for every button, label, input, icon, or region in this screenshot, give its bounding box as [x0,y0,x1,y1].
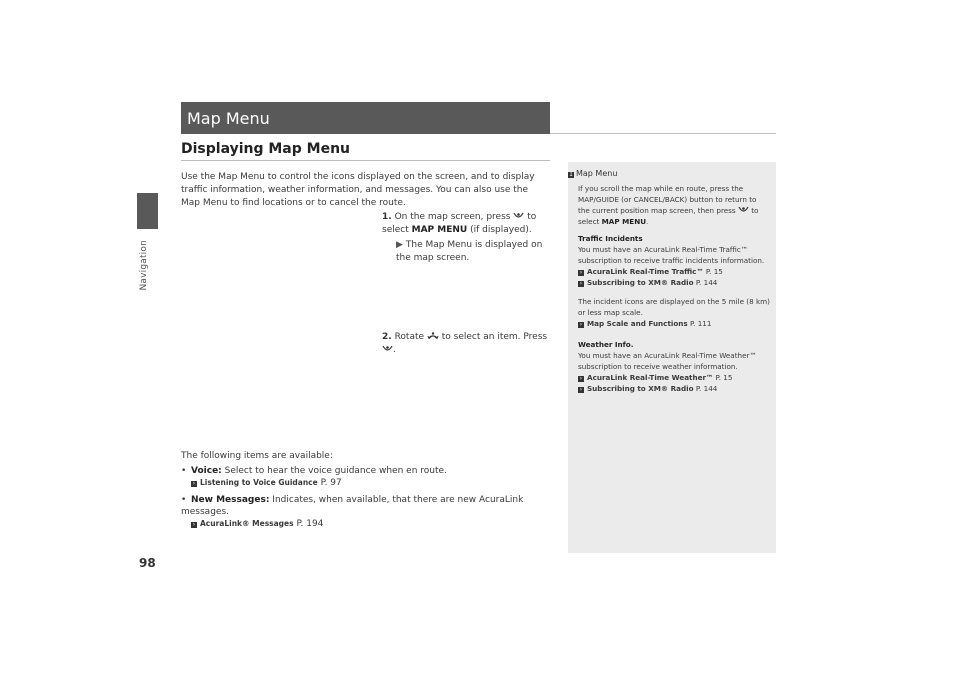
ref-title: AcuraLink Real-Time Weather™ [587,373,714,382]
reference-arrow-icon: › [579,321,583,328]
reference-arrow-icon: › [579,269,583,276]
interface-dial-press-icon [382,344,393,353]
interface-dial-rotate-icon [427,330,439,341]
reference-arrow-icon: › [579,375,583,382]
cross-reference[interactable] [181,518,551,530]
cross-reference[interactable] [578,318,770,329]
result-text: The Map Menu is displayed on the map screen. [396,240,543,263]
result-arrow-icon: ▶ [396,240,403,250]
step-text: to select an item. Press [438,332,548,342]
note-text: If you scroll the map while en route, press the MAP/GUIDE (or CANCEL/BACK) button to return to the current position map screen, then press [578,184,757,215]
step-text: to select [382,212,537,235]
section-title: Map Menu [187,109,270,128]
note-text: . [646,217,649,226]
step-number: 1. [382,212,392,222]
cross-reference[interactable] [578,277,770,288]
step-text: (if displayed). [467,225,532,235]
step-text: Rotate [394,332,427,342]
item-label: New Messages: [191,495,270,505]
ref-title: AcuraLink® Messages [200,519,294,528]
cross-reference[interactable] [578,266,770,277]
note-text: The incident icons are displayed on the 5 mile (8 km) or less map scale. [578,297,770,317]
note-paragraph [578,183,770,227]
reference-arrow-icon: › [192,480,196,487]
bullet-icon: • [181,466,187,476]
bullet-icon: • [181,495,187,505]
ref-page: P. 15 [713,373,733,382]
map-menu-label: MAP MENU [411,225,468,235]
item-text: Select to hear the voice guidance when en route. [221,466,447,476]
ref-title: Subscribing to XM® Radio [587,278,694,287]
list-item-new-messages [181,494,551,530]
ref-page: P. 194 [293,519,324,529]
side-note-content [569,168,770,394]
ref-title: Subscribing to XM® Radio [587,384,694,393]
ref-title: Map Scale and Functions [587,319,688,328]
note-marker-icon: 1 [569,171,573,178]
item-label: Voice: [191,466,222,476]
ref-page: P. 97 [317,478,342,488]
available-heading: The following items are available: [181,451,333,461]
note-text: You must have an AcuraLink Real-Time Weather™ subscription to receive weather information. [578,351,757,371]
reference-arrow-icon: › [579,386,583,393]
interface-dial-press-icon [738,205,749,214]
step-2 [382,330,552,357]
ref-page: P. 15 [703,267,723,276]
list-item-voice [181,465,551,489]
cross-reference[interactable] [578,372,770,383]
step-text: . [393,345,396,355]
reference-arrow-icon: › [192,521,196,528]
step-1-result [396,239,551,265]
note-subheading: Traffic Incidents [578,234,643,243]
step-text: On the map screen, press [394,212,514,222]
title-divider [181,160,550,161]
cross-reference[interactable] [578,383,770,394]
interface-dial-press-icon [513,211,524,220]
item-text: Indicates, when available, that there are new AcuraLink messages. [181,495,524,517]
note-text: to select [578,206,759,226]
step-1 [382,211,552,237]
note-title [568,168,770,179]
ref-page: P. 144 [693,278,718,287]
cross-reference[interactable] [181,477,551,489]
note-subheading: Weather Info. [578,340,634,349]
section-divider [550,133,776,134]
ref-page: P. 111 [687,319,712,328]
ref-page: P. 144 [693,384,718,393]
page-number: 98 [139,556,156,570]
note-title-text: Map Menu [576,169,618,178]
intro-paragraph: Use the Map Menu to control the icons displayed on the screen, and to display traffic information, weather information, and messages. You can also use the Map Menu to find locations or to cancel the route. [181,172,535,208]
note-bold: MAP MENU [601,217,647,226]
side-section-label: Navigation [139,240,149,291]
ref-title: AcuraLink Real-Time Traffic™ [587,267,704,276]
page-title: Displaying Map Menu [181,141,351,157]
step-number: 2. [382,332,392,342]
ref-title: Listening to Voice Guidance [200,478,318,487]
side-tab [137,193,158,229]
reference-arrow-icon: › [579,280,583,287]
note-text: You must have an AcuraLink Real-Time Traffic™ subscription to receive traffic incidents information. [578,245,765,265]
